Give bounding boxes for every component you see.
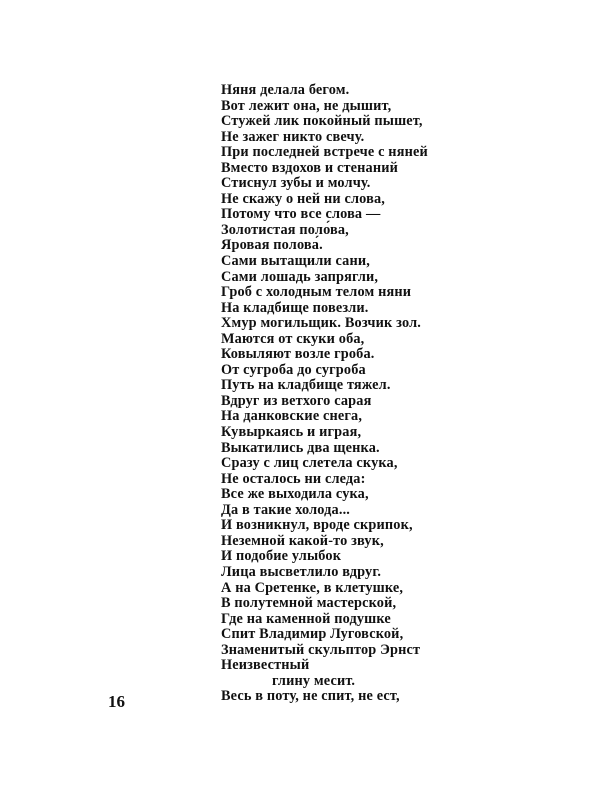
poem-line: От сугроба до сугроба (221, 361, 366, 378)
poem-line: Ковыляют возле гроба. (221, 346, 375, 363)
poem-line: Вдруг из ветхого сарая (221, 392, 372, 409)
poem-line: На кладбище повезли. (221, 299, 369, 316)
poem-line: Няня делала бегом. (221, 82, 350, 98)
poem-line: Путь на кладбище тяжел. (221, 377, 391, 394)
poem-line: Маются от скуки оба, (221, 330, 365, 347)
poem-line: Хмур могильщик. Возчик зол. (221, 315, 421, 332)
page-number: 16 (108, 692, 125, 711)
poem-line: Сами лошадь запрягли, (221, 268, 379, 285)
poem-line: Весь в поту, не спит, не ест, (221, 688, 400, 705)
poem-line: Потому что все слова — (221, 206, 381, 223)
poem-line: Не осталось ни следа: (221, 470, 366, 487)
poem-line: Где на каменной подушке (221, 610, 391, 627)
poem-line: Да в такие холода... (221, 501, 351, 518)
poem-line: Не скажу о ней ни слова, (221, 190, 386, 207)
poem-text (221, 83, 428, 705)
poem-line: Стужей лик покойный пышет, (221, 113, 423, 130)
poem-line: В полутемной мастерской, (221, 595, 397, 612)
poem-line: Все же выходила сука, (221, 486, 369, 503)
poem-line-indented: глину месит. (272, 672, 356, 689)
poem-line: Сразу с лиц слетела скука, (221, 455, 398, 472)
poem-line: Кувыркаясь и играя, (221, 424, 362, 441)
poem-line: Знаменитый скульптор Эрнст (221, 641, 421, 658)
poem-line: Спит Владимир Луговской, (221, 626, 404, 643)
poem-line: Лица высветлило вдруг. (221, 563, 382, 580)
poem-line: Не зажег никто свечу. (221, 128, 365, 145)
poem-line: Яровая полова́. (221, 237, 323, 254)
poem-line: Стиснул зубы и молчу. (221, 175, 371, 192)
poem-line: И подобие улыбок (221, 548, 342, 565)
poem-line: Выкатились два щенка. (221, 439, 380, 456)
poem-line: Неизвестный (221, 657, 310, 674)
poem-line: Гроб с холодным телом няни (221, 284, 412, 301)
poem-line: Неземной какой-то звук, (221, 532, 384, 549)
poem-line: А на Сретенке, в клетушке, (221, 579, 404, 596)
poem-line: И возникнул, вроде скрипок, (221, 517, 413, 534)
poem-line: Золотистая поло́ва, (221, 221, 349, 238)
poem-line: На данковские снега, (221, 408, 363, 425)
poem-line: Вместо вздохов и стенаний (221, 159, 398, 176)
poem-line: При последней встрече с няней (221, 144, 428, 161)
poem-line: Вот лежит она, не дышит, (221, 97, 392, 114)
poem-line: Сами вытащили сани, (221, 253, 370, 270)
